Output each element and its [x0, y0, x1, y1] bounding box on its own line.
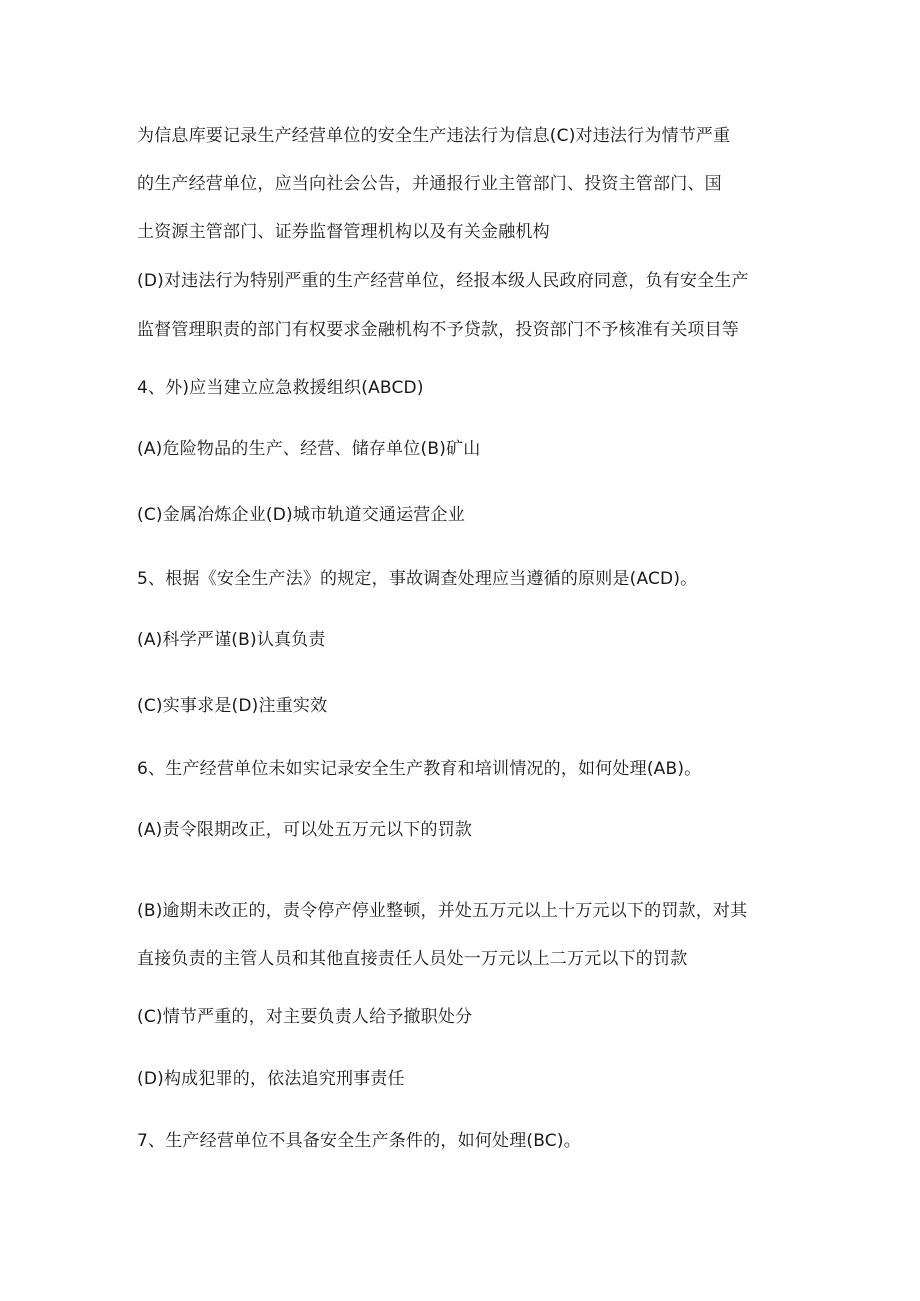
- text-line-2: 的生产经营单位，应当向社会公告，并通报行业主管部门、投资主管部门、国: [137, 174, 722, 194]
- question-6-option-b-line-2: 直接负责的主管人员和其他直接责任人员处一万元以上二万元以下的罚款: [137, 949, 688, 969]
- text-line-5: 监督管理职责的部门有权要求金融机构不予贷款，投资部门不予核准有关项目等: [137, 320, 739, 340]
- question-5-options-ab: (A)科学严谨(B)认真负责: [137, 630, 326, 650]
- question-6-option-d: (D)构成犯罪的，依法追究刑事责任: [137, 1069, 405, 1089]
- question-4-options-cd: (C)金属冶炼企业(D)城市轨道交通运营企业: [137, 505, 465, 525]
- question-6: 6、生产经营单位未如实记录安全生产教育和培训情况的，如何处理(AB)。: [137, 759, 702, 779]
- question-5-options-cd: (C)实事求是(D)注重实效: [137, 696, 328, 716]
- question-6-option-b-line-1: (B)逾期未改正的，责令停产停业整顿，并处五万元以上十万元以下的罚款，对其: [137, 901, 748, 921]
- text-line-4: (D)对违法行为特别严重的生产经营单位，经报本级人民政府同意，负有安全生产: [137, 271, 749, 291]
- text-line-3: 土资源主管部门、证券监督管理机构以及有关金融机构: [137, 222, 550, 242]
- question-6-option-c: (C)情节严重的，对主要负责人给予撤职处分: [137, 1007, 473, 1027]
- question-5: 5、根据《安全生产法》的规定，事故调查处理应当遵循的原则是(ACD)。: [137, 569, 698, 589]
- question-4-options-ab: (A)危险物品的生产、经营、储存单位(B)矿山: [137, 439, 481, 459]
- question-4: 4、外)应当建立应急救援组织(ABCD): [137, 378, 424, 398]
- question-6-option-a: (A)责令限期改正，可以处五万元以下的罚款: [137, 820, 473, 840]
- text-line-1: 为信息库要记录生产经营单位的安全生产违法行为信息(C)对违法行为情节严重: [137, 126, 731, 146]
- question-7: 7、生产经营单位不具备安全生产条件的，如何处理(BC)。: [137, 1131, 581, 1151]
